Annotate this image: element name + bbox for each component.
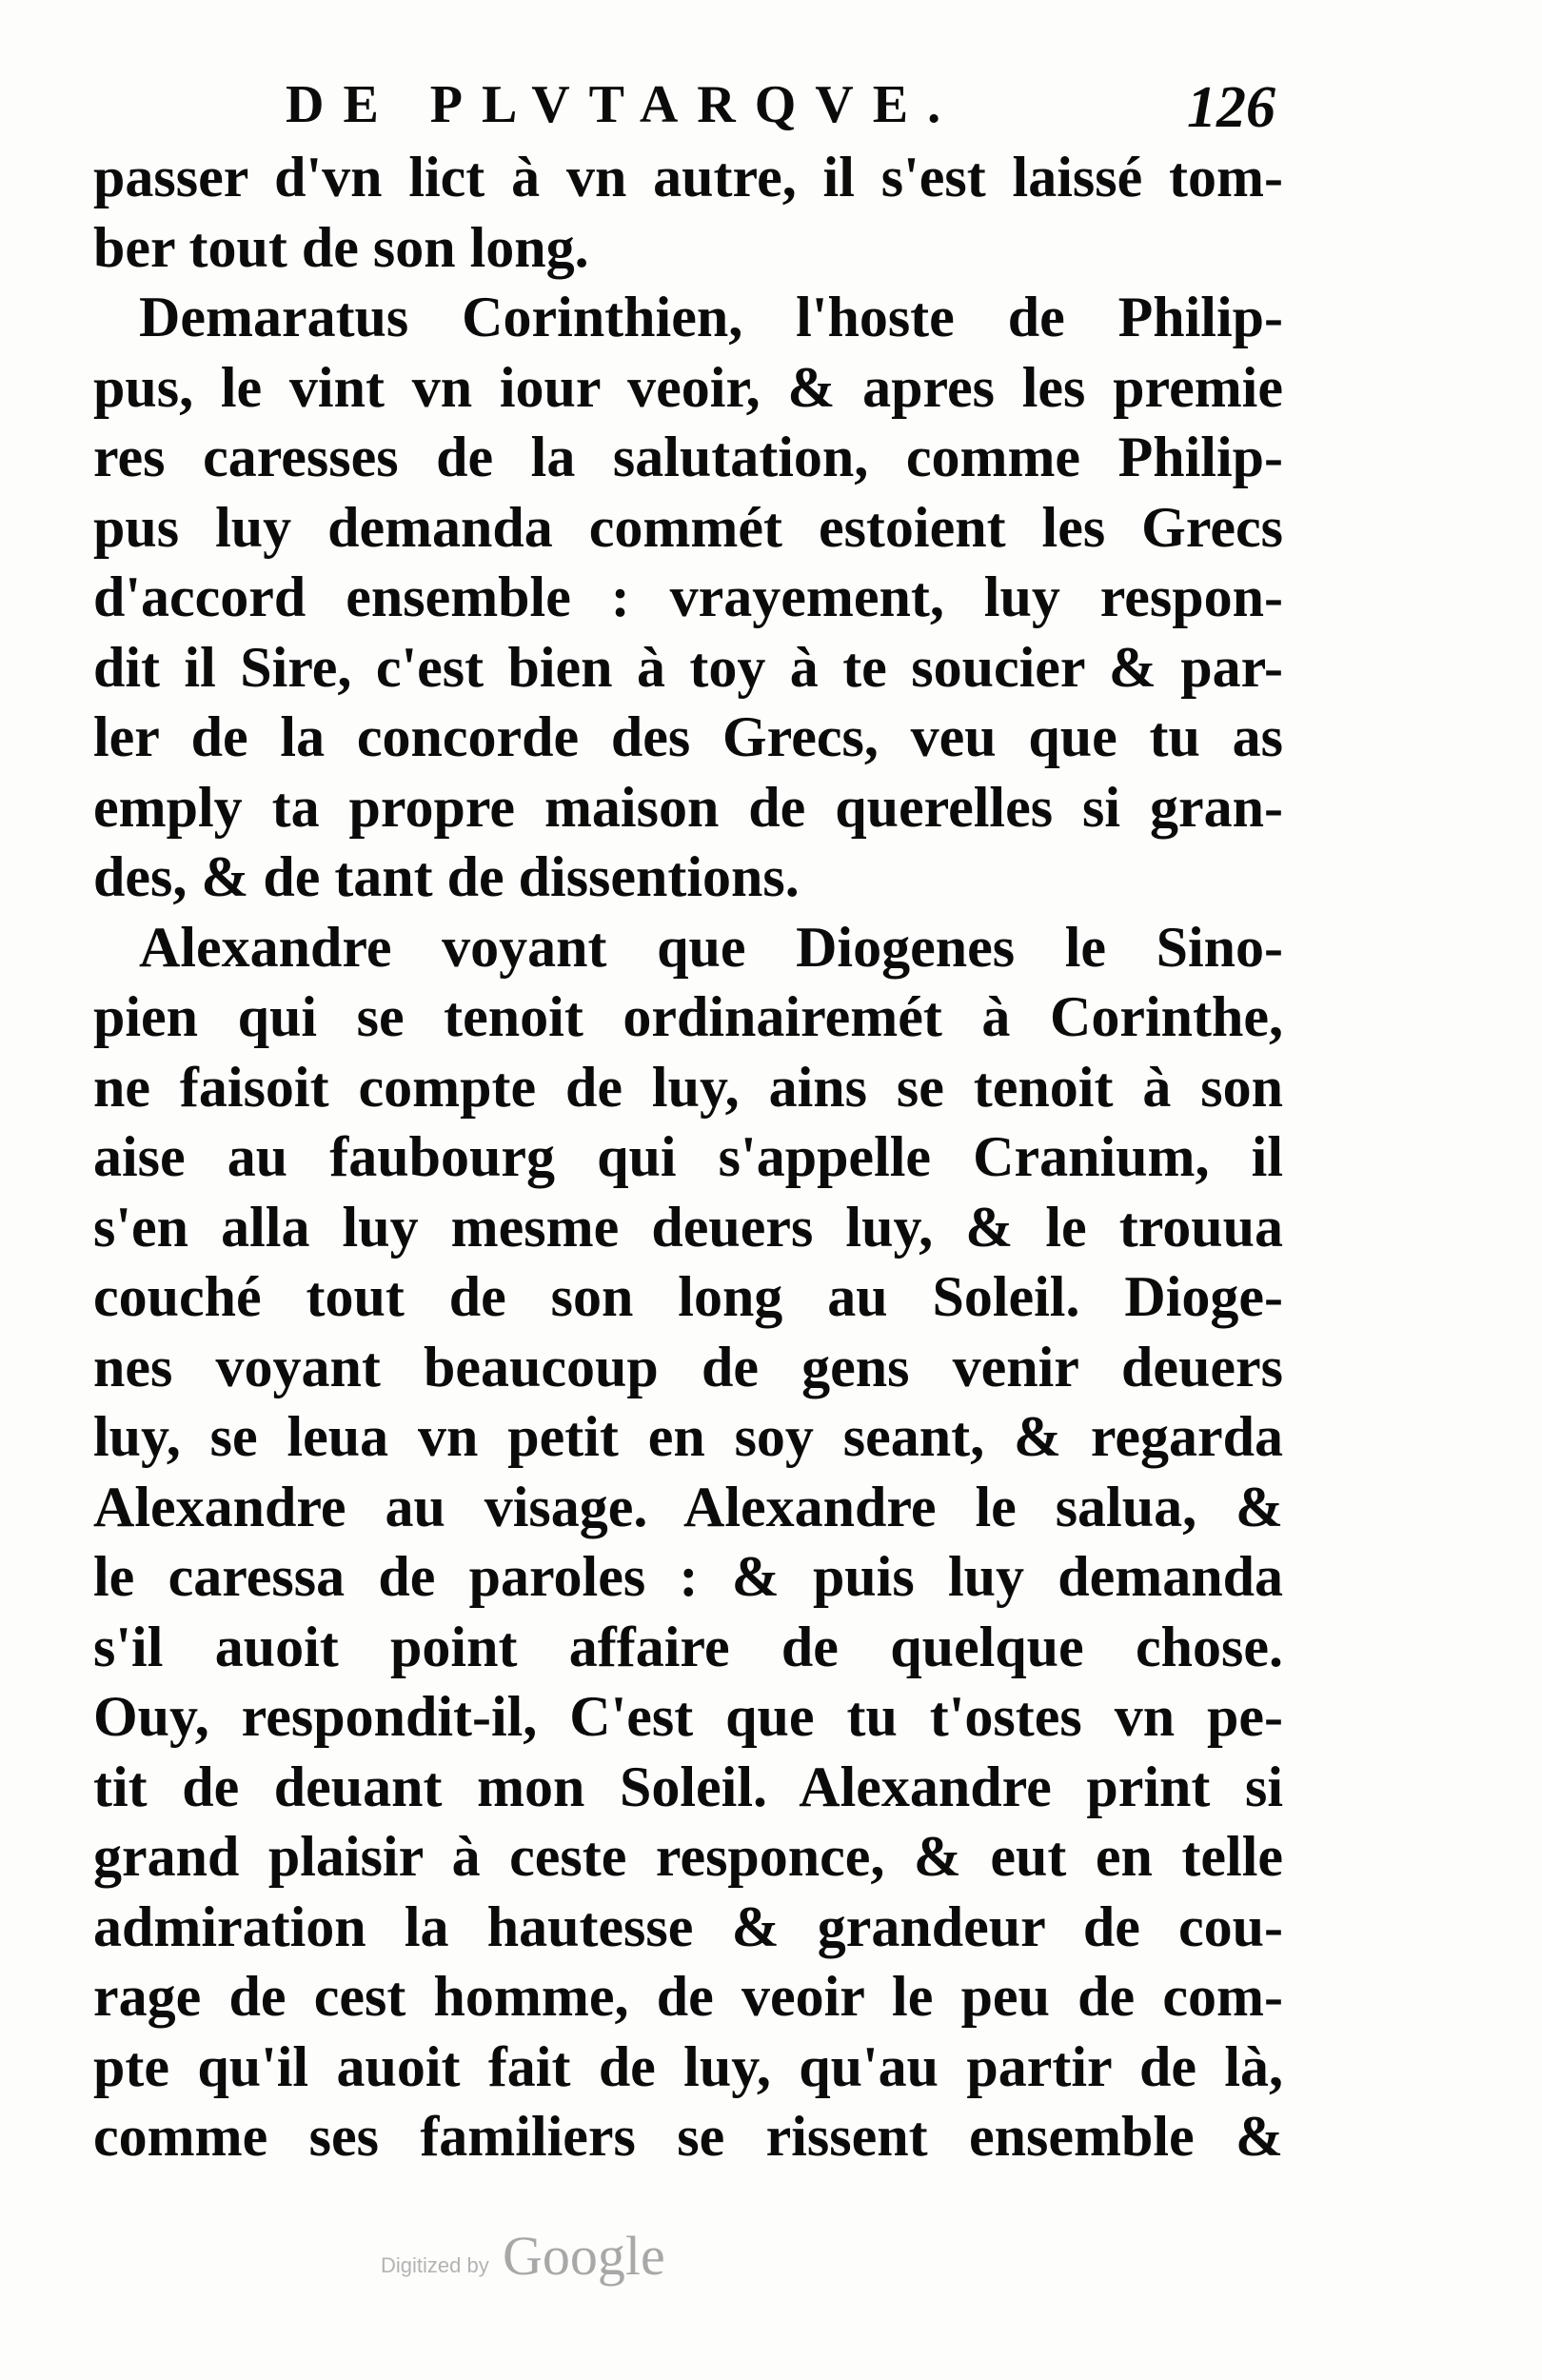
text-line: passer d'vn lict à vn autre, il s'est laissé tom- bbox=[93, 146, 1283, 208]
text-line: luy, se leua vn petit en soy seant, & regarda bbox=[93, 1405, 1283, 1468]
digitized-by-label: Digitized by bbox=[381, 2253, 489, 2277]
text-line: grand plaisir à ceste responce, & eut en telle bbox=[93, 1825, 1283, 1888]
text-line: ber tout de son long. bbox=[93, 215, 589, 279]
text-line: tit de deuant mon Soleil. Alexandre print si bbox=[93, 1755, 1283, 1818]
body-text bbox=[93, 143, 1283, 2172]
text-line: couché tout de son long au Soleil. Dioge- bbox=[93, 1265, 1283, 1328]
page-header bbox=[286, 74, 1275, 150]
text-line: d'accord ensemble : vrayement, luy respon- bbox=[93, 565, 1283, 628]
text-line: dit il Sire, c'est bien à toy à te soucier & par- bbox=[93, 635, 1283, 699]
text-line: pien qui se tenoit ordinairemét à Corinthe, bbox=[93, 985, 1283, 1048]
text-line: des, & de tant de dissentions. bbox=[93, 845, 800, 908]
text-line: res caresses de la salutation, comme Philip- bbox=[93, 426, 1283, 488]
text-line: aise au faubourg qui s'appelle Cranium, il bbox=[93, 1125, 1283, 1188]
text-line: s'il auoit point affaire de quelque chose. bbox=[93, 1615, 1283, 1678]
page-number: 126 bbox=[1187, 75, 1275, 140]
text-line: pus luy demanda commét estoient les Grecs bbox=[93, 495, 1283, 559]
text-line: comme ses familiers se rissent ensemble & bbox=[93, 2105, 1283, 2168]
text-line: Alexandre voyant que Diogenes le Sino- bbox=[139, 915, 1283, 979]
text-line: s'en alla luy mesme deuers luy, & le trouua bbox=[93, 1195, 1283, 1259]
text-line: ler de la concorde des Grecs, veu que tu as bbox=[93, 705, 1283, 768]
text-line: admiration la hautesse & grandeur de cou- bbox=[93, 1894, 1283, 1958]
text-line: emply ta propre maison de querelles si gran- bbox=[93, 775, 1283, 839]
running-title: DE PLVTARQVE. bbox=[286, 75, 960, 134]
text-line: pte qu'il auoit fait de luy, qu'au partir de là, bbox=[93, 2034, 1283, 2098]
text-line: nes voyant beaucoup de gens venir deuers bbox=[93, 1335, 1283, 1398]
google-logo-text: Google bbox=[503, 2225, 665, 2287]
text-line: Ouy, respondit-il, C'est que tu t'ostes vn pe- bbox=[93, 1685, 1283, 1748]
text-line: Demaratus Corinthien, l'hoste de Philip- bbox=[139, 286, 1283, 348]
digitized-watermark bbox=[381, 2223, 704, 2290]
text-line: ne faisoit compte de luy, ains se tenoit à son bbox=[93, 1055, 1283, 1119]
text-line: Alexandre au visage. Alexandre le salua, & bbox=[93, 1475, 1283, 1538]
text-line: pus, le vint vn iour veoir, & apres les premie bbox=[93, 355, 1283, 419]
text-line: rage de cest homme, de veoir le peu de com- bbox=[93, 1965, 1283, 2028]
text-line: le caressa de paroles : & puis luy demanda bbox=[93, 1545, 1283, 1608]
